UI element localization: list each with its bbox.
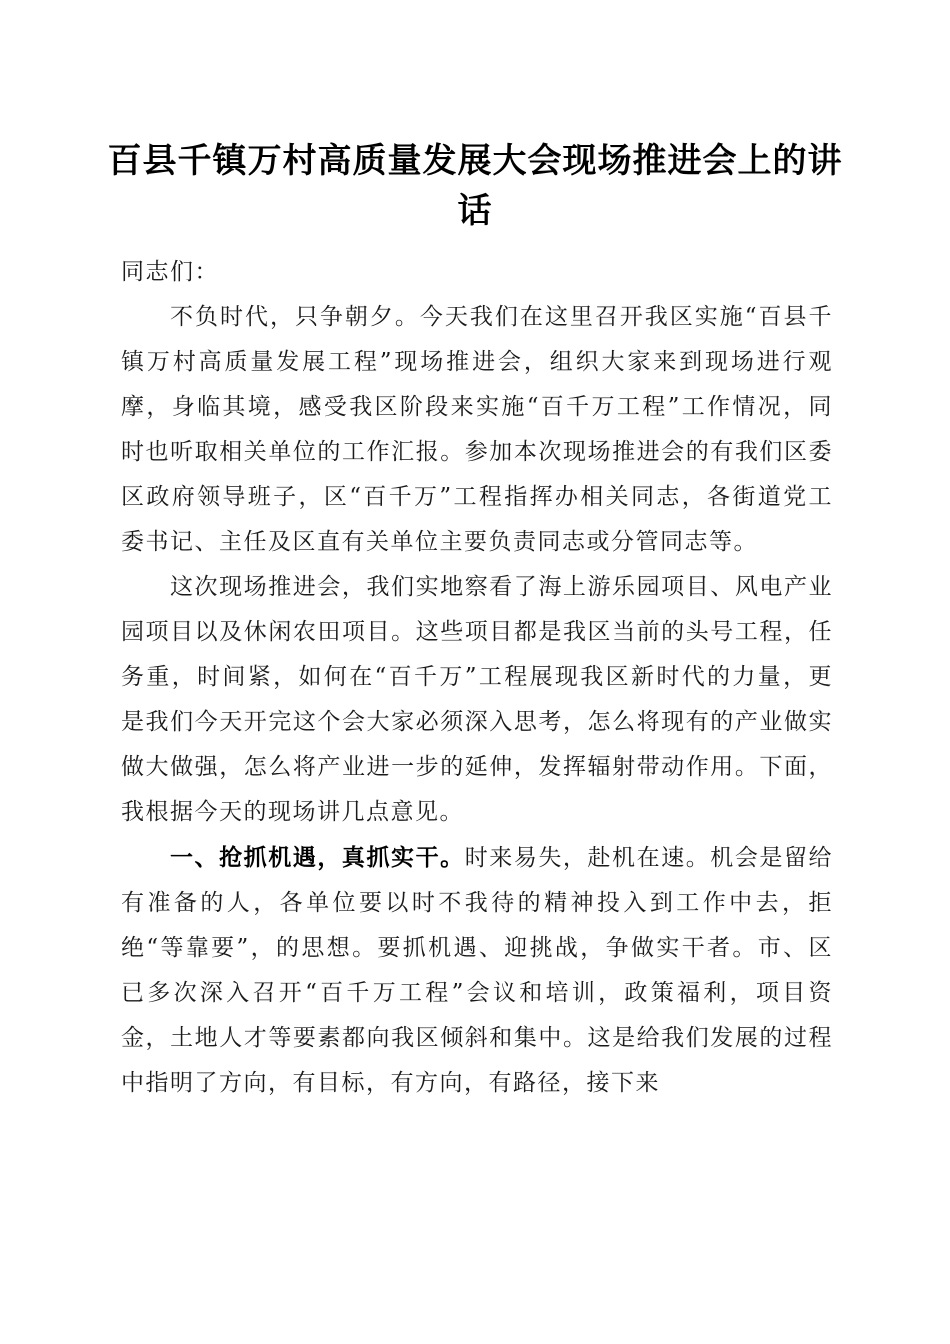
paragraph-section-one [121,835,833,1106]
paragraph-text: 不负时代，只争朝夕。今天我们在这里召开我区实施“百县千镇万村高质量发展工程”现场推进会，组织大家来到现场进行观摩，身临其境，感受我区阶段来实施“百千万工程”工作情况，同时也听取相关单位的工作汇报。参加本次现场推进会的有我们区委区政府领导班子，区“百千万”工程指挥办相关同志，各街道党工委书记、主任及区直有关单位主要负责同志或分管同志等。 [121,304,833,555]
document-title: 百县千镇万村高质量发展大会现场推进会上的讲话 [107,141,843,231]
salutation: 同志们： [121,259,219,285]
paragraph-text: 这次现场推进会，我们实地察看了海上游乐园项目、风电产业园项目以及休闲农田项目。这些项目都是我区当前的头号工程，任务重，时间紧，如何在“百千万”工程展现我区新时代的力量，更是我们今天开完这个会大家必须深入思考，怎么将现有的产业做实做大做强，怎么将产业进一步的延伸，发挥辐射带动作用。下面，我根据今天的现场讲几点意见。 [121,574,833,825]
section-heading: 一、抢抓机遇，真抓实干。 [170,844,465,871]
paragraph-opening [121,295,833,565]
document-body [121,250,833,1106]
paragraph-text: 时来易失，赴机在速。机会是留给有准备的人，各单位要以时不我待的精神投入到工作中去，拒绝“等靠要”，的思想。要抓机遇、迎挑战，争做实干者。市、区已多次深入召开“百千万工程”会议和培训，政策福利，项目资金，土地人才等要素都向我区倾斜和集中。这是给我们发展的过程中指明了方向，有目标，有方向，有路径，接下来 [121,845,834,1096]
paragraph-site-visit [121,565,833,835]
